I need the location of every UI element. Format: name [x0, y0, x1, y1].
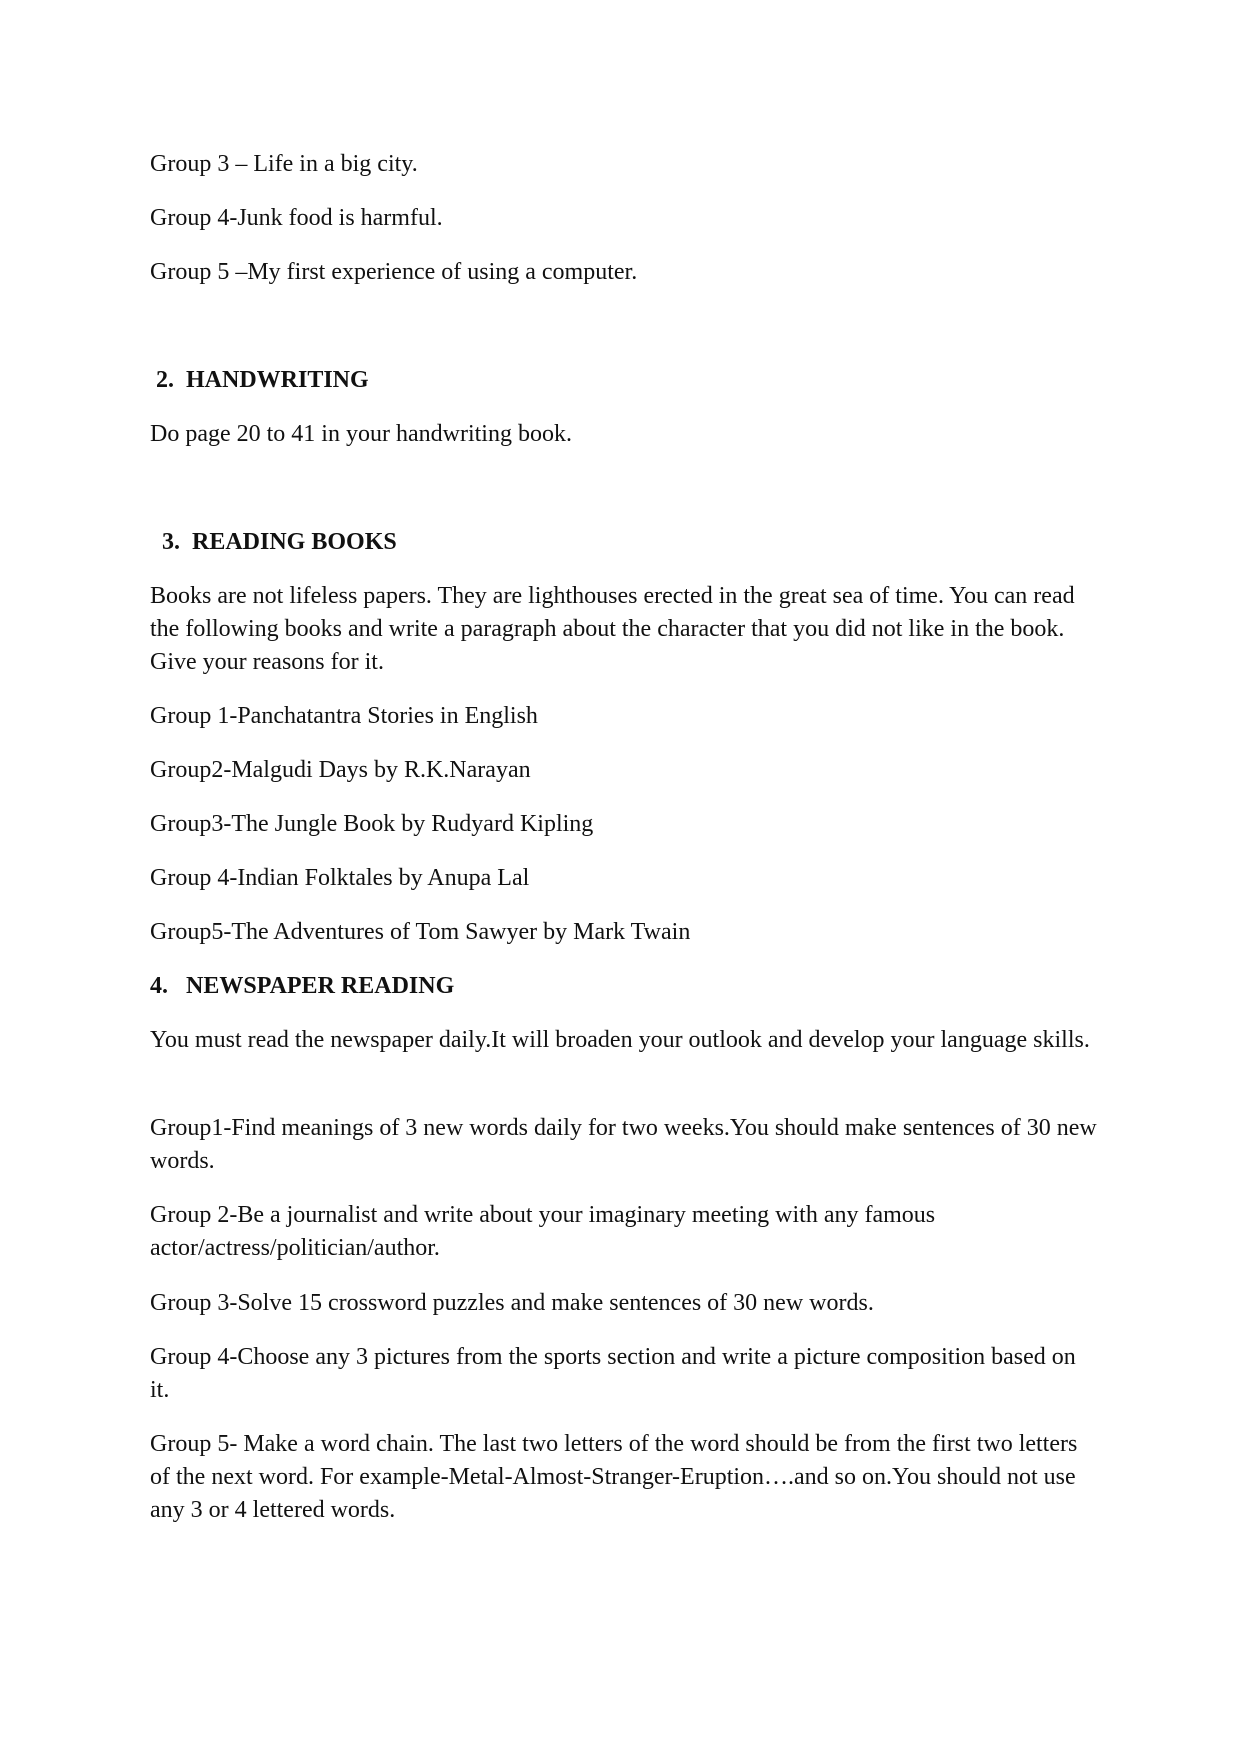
reading-books-group-3: Group3-The Jungle Book by Rudyard Kipling [150, 811, 594, 837]
newspaper-reading-heading: 4. NEWSPAPER READING [150, 973, 455, 999]
newspaper-reading-group-2: Group 2-Be a journalist and write about your imaginary meeting with any famous actor/actress/politician/author. [150, 1202, 936, 1261]
handwriting-heading: 2. HANDWRITING [156, 367, 369, 393]
reading-books-group-2: Group2-Malgudi Days by R.K.Narayan [150, 757, 531, 783]
newspaper-reading-group-1: Group1-Find meanings of 3 new words daily for two weeks.You should make sentences of 30 new words. [150, 1115, 1097, 1174]
topic-group-4: Group 4-Junk food is harmful. [150, 205, 443, 231]
reading-books-group-5: Group5-The Adventures of Tom Sawyer by Mark Twain [150, 919, 691, 945]
reading-books-group-4: Group 4-Indian Folktales by Anupa Lal [150, 865, 530, 891]
handwriting-instruction: Do page 20 to 41 in your handwriting book. [150, 421, 572, 447]
reading-books-intro: Books are not lifeless papers. They are lighthouses erected in the great sea of time. You can read the following books and write a paragraph about the character that you did not like in the book. Give your reasons for it. [150, 583, 1075, 675]
reading-books-heading: 3. READING BOOKS [162, 529, 397, 555]
newspaper-reading-group-5: Group 5- Make a word chain. The last two letters of the word should be from the first two letters of the next word. For example-Metal-Almost-Stranger-Eruption….and so on.You should not use any 3 or 4 lettered words. [150, 1431, 1078, 1523]
topic-group-3: Group 3 – Life in a big city. [150, 151, 418, 177]
reading-books-group-1: Group 1-Panchatantra Stories in English [150, 703, 538, 729]
newspaper-reading-group-3: Group 3-Solve 15 crossword puzzles and make sentences of 30 new words. [150, 1290, 874, 1316]
topic-group-5: Group 5 –My first experience of using a computer. [150, 259, 638, 285]
newspaper-reading-intro: You must read the newspaper daily.It will broaden your outlook and develop your language skills. [150, 1027, 1090, 1053]
newspaper-reading-group-4: Group 4-Choose any 3 pictures from the sports section and write a picture composition based on it. [150, 1344, 1076, 1403]
